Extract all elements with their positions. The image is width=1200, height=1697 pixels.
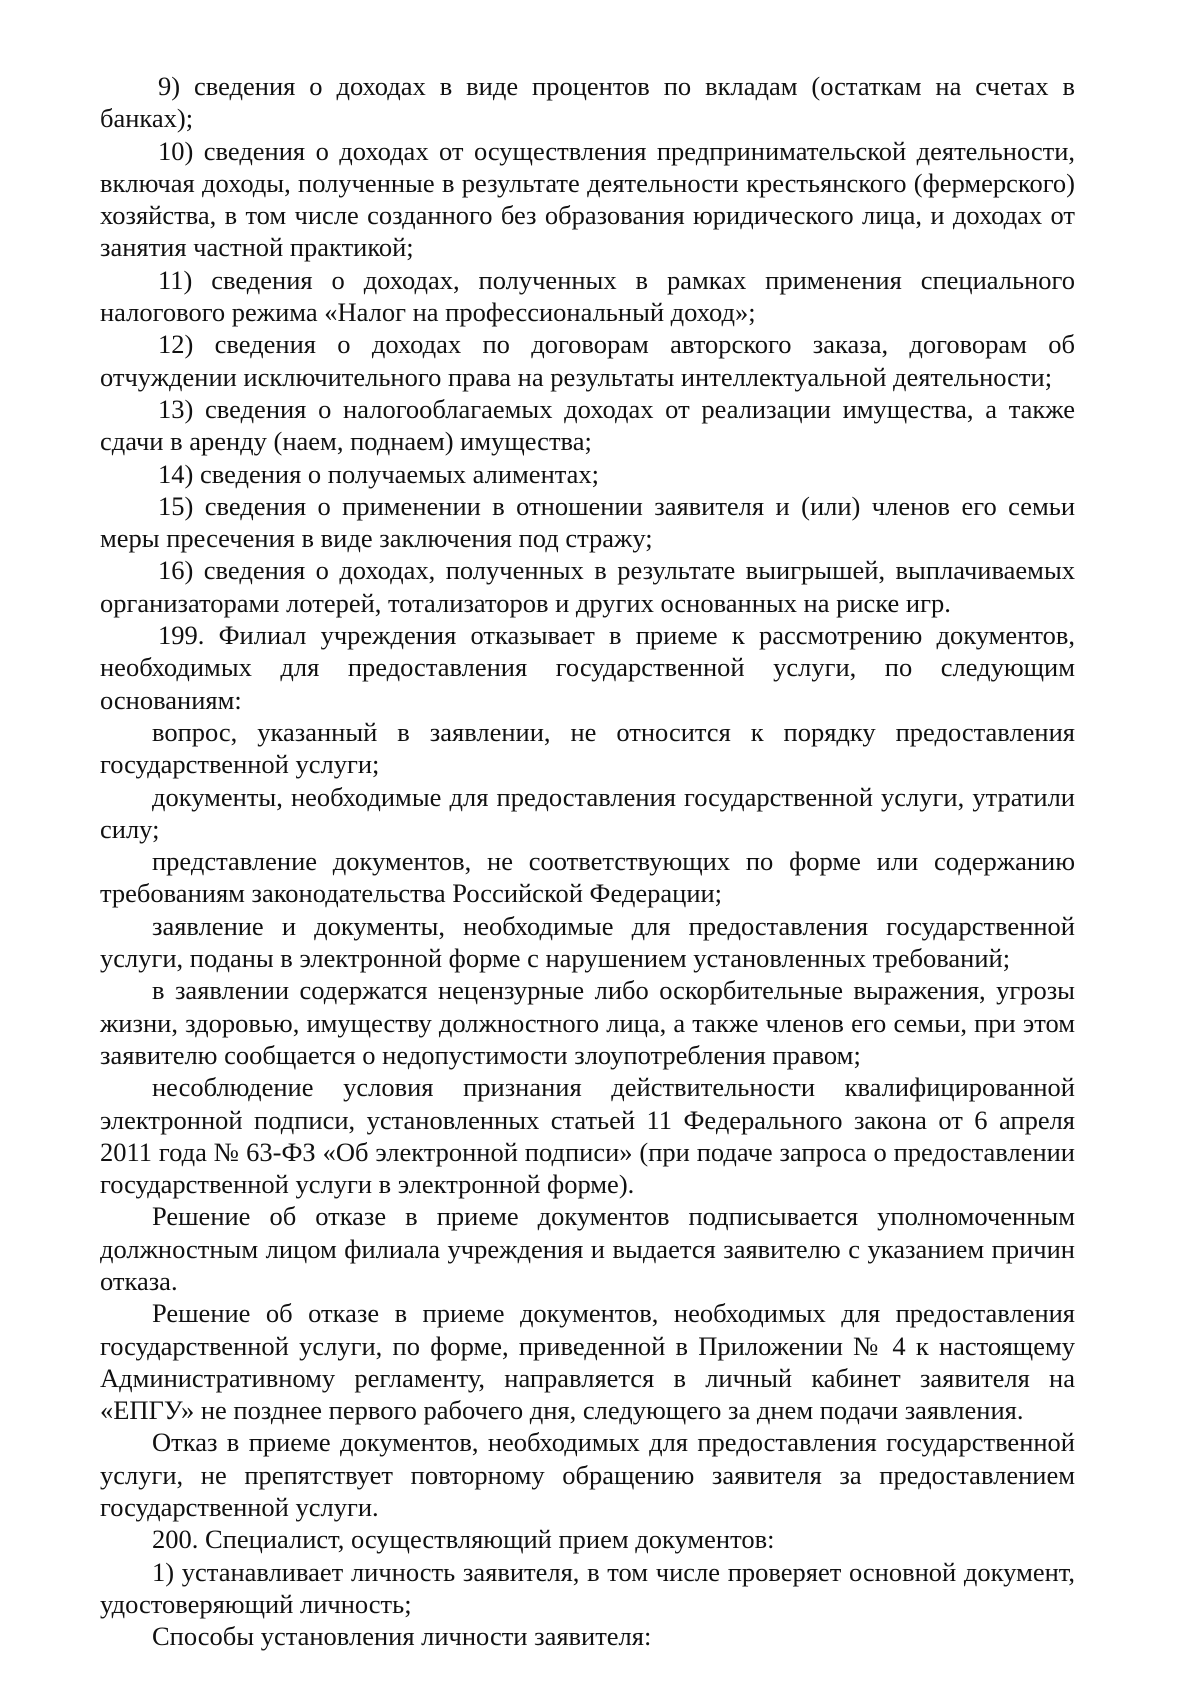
refusal-ground-6: несоблюдение условия признания действительности квалифицированной электронной подписи, установленных статьей 11 Федерального закона от 6 апреля 2011 года № 63-ФЗ «Об электронной подписи» (при подаче запроса о предоставлении государственной услуги в электронной форме).: [100, 1072, 1075, 1200]
list-item-15: 15) сведения о применении в отношении заявителя и (или) членов его семьи меры пресечения в виде заключения под стражу;: [100, 490, 1075, 554]
identity-methods-heading: Способы установления личности заявителя:: [152, 1621, 652, 1652]
clause-200-item-1: 1) устанавливает личность заявителя, в том числе проверяет основной документ, удостоверяющий личность;: [100, 1556, 1075, 1619]
refusal-ground-5: в заявлении содержатся нецензурные либо оскорбительные выражения, угрозы жизни, здоровью, имуществу должностного лица, а также членов его семьи, при этом заявителю сообщается о недопустимости злоупотребления правом;: [100, 975, 1075, 1070]
refusal-no-obstacle: Отказ в приеме документов, необходимых для предоставления государственной услуги, не препятствует повторному обращению заявителя за предоставлением государственной услуги.: [100, 1427, 1075, 1523]
list-item-11: 11) сведения о доходах, полученных в рамках применения специального налогового режима «Налог на профессиональный доход»;: [100, 264, 1075, 328]
clause-199: 199. Филиал учреждения отказывает в приеме к рассмотрению документов, необходимых для предоставления государственной услуги, по следующим основаниям:: [100, 620, 1075, 715]
clause-200: 200. Специалист, осуществляющий прием документов:: [152, 1524, 775, 1555]
refusal-ground-2: документы, необходимые для предоставления государственной услуги, утратили силу;: [100, 781, 1075, 844]
refusal-decision-signing: Решение об отказе в приеме документов подписывается уполномоченным должностным лицом филиала учреждения и выдается заявителю с указанием причин отказа.: [100, 1201, 1075, 1296]
refusal-ground-3: представление документов, не соответствующих по форме или содержанию требованиям законодательства Российской Федерации;: [100, 846, 1075, 909]
list-item-9: 9) сведения о доходах в виде процентов по вкладам (остаткам на счетах в банках);: [100, 71, 1075, 134]
refusal-ground-4: заявление и документы, необходимые для предоставления государственной услуги, поданы в электронной форме с нарушением установленных требований;: [100, 910, 1075, 974]
list-item-10: 10) сведения о доходах от осуществления предпринимательской деятельности, включая доходы, полученные в результате деятельности крестьянского (фермерского) хозяйства, в том числе созданного без образования юридического лица, и доходах от занятия частной практикой;: [100, 135, 1075, 263]
document-page: [100, 70, 1075, 1653]
list-item-14: 14) сведения о получаемых алиментах;: [158, 458, 600, 489]
refusal-decision-delivery: Решение об отказе в приеме документов, необходимых для предоставления государственной услуги, по форме, приведенной в Приложении № 4 к настоящему Административному регламенту, направляется в личный кабинет заявителя на «ЕПГУ» не позднее первого рабочего дня, следующего за днем подачи заявления.: [100, 1298, 1075, 1426]
list-item-16: 16) сведения о доходах, полученных в результате выигрышей, выплачиваемых организаторами лотерей, тотализаторов и других основанных на риске игр.: [100, 555, 1075, 618]
list-item-12: 12) сведения о доходах по договорам авторского заказа, договорам об отчуждении исключительного права на результаты интеллектуальной деятельности;: [100, 329, 1075, 392]
list-item-13: 13) сведения о налогооблагаемых доходах от реализации имущества, а также сдачи в аренду (наем, поднаем) имущества;: [100, 393, 1075, 457]
refusal-ground-1: вопрос, указанный в заявлении, не относится к порядку предоставления государственной услуги;: [100, 716, 1075, 780]
